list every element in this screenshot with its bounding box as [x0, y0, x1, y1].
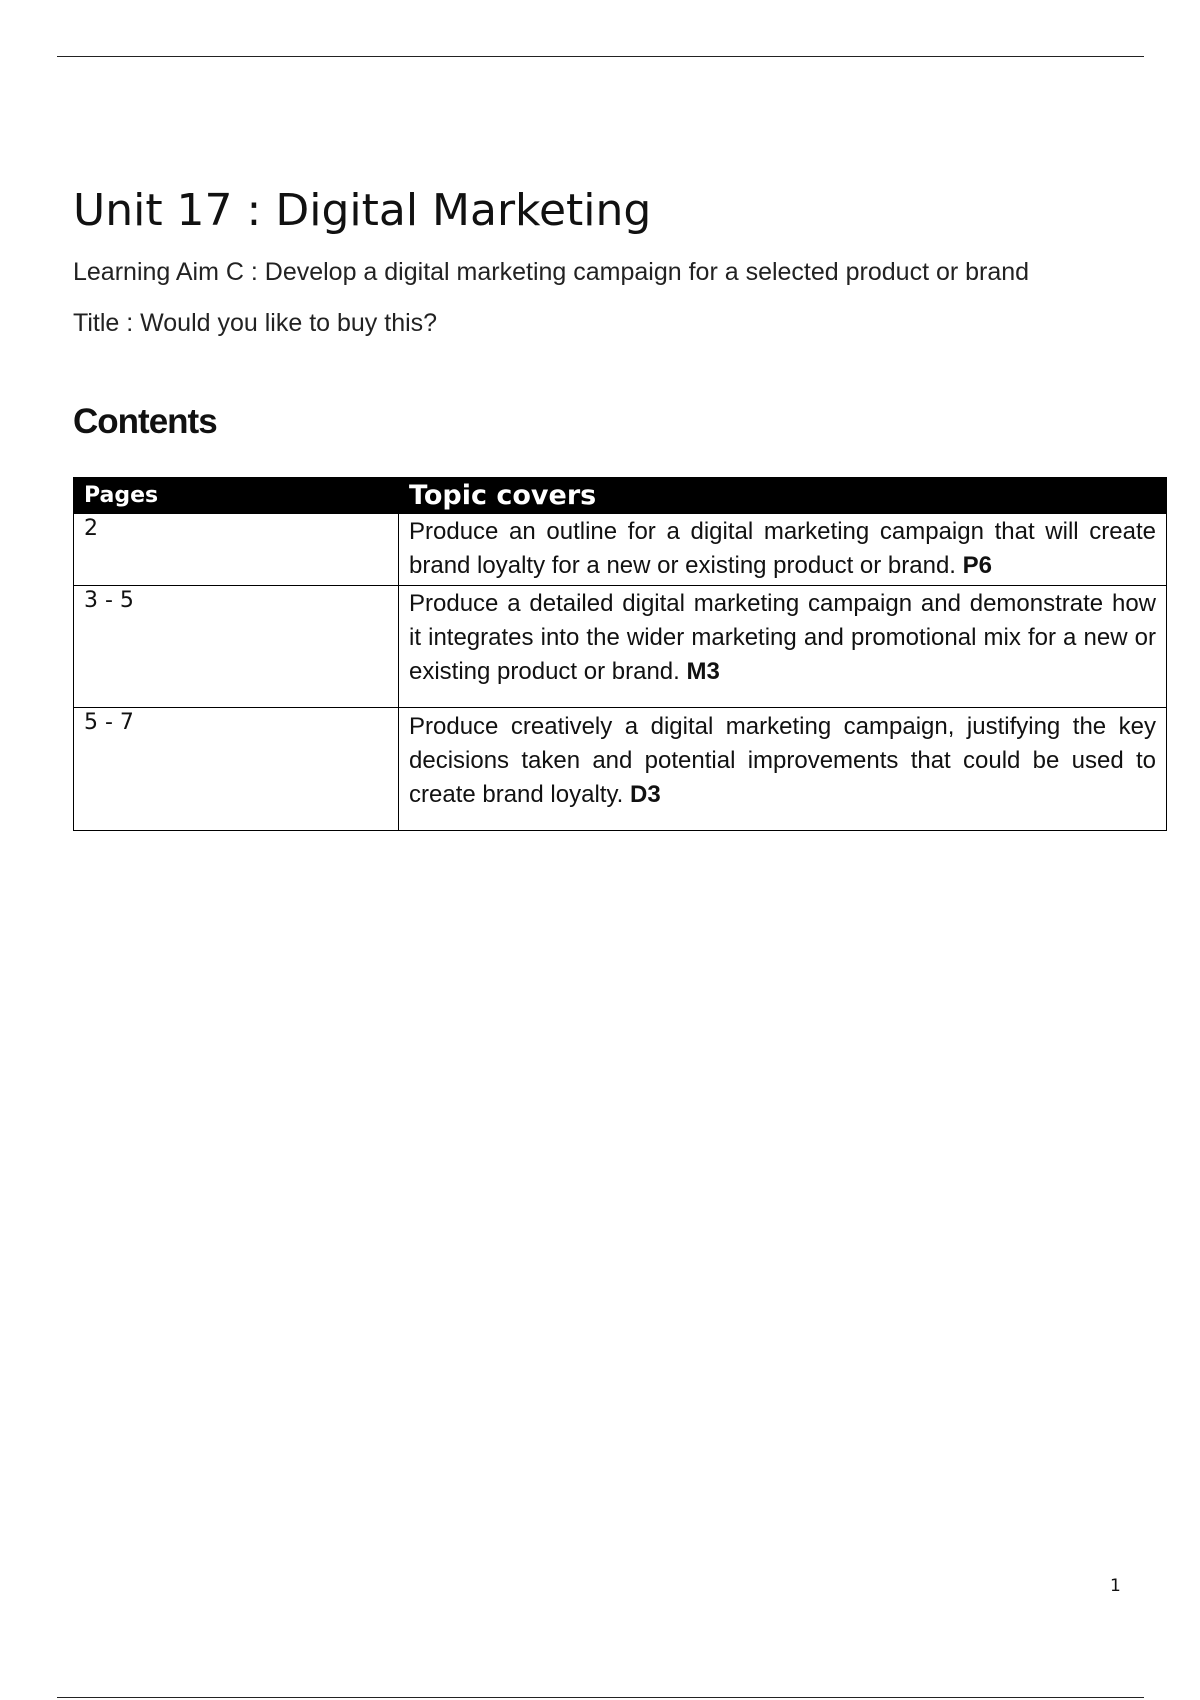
topic-text: Produce an outline for a digital marketing campaign that will create brand loyalty for a new or existing product or brand.	[409, 518, 1156, 579]
column-header-topic: Topic covers	[399, 478, 1167, 514]
pages-cell: 2	[74, 514, 399, 586]
topic-text: Produce creatively a digital marketing campaign, justifying the key decisions taken and potential improvements that could be used to create brand loyalty.	[409, 713, 1156, 808]
table-row	[74, 708, 1167, 831]
grade-code: M3	[686, 658, 720, 685]
footer-rule	[57, 1697, 1144, 1698]
table-row	[74, 586, 1167, 708]
topic-cell	[399, 514, 1167, 586]
pages-cell: 3 - 5	[74, 586, 399, 708]
topic-cell	[399, 708, 1167, 831]
table-header-row	[74, 478, 1167, 514]
learning-aim: Learning Aim C : Develop a digital marketing campaign for a selected product or brand	[73, 258, 1030, 286]
column-header-pages: Pages	[74, 478, 399, 514]
grade-code: P6	[962, 552, 992, 579]
table-row	[74, 514, 1167, 586]
header-rule	[57, 56, 1144, 57]
contents-heading: Contents	[73, 402, 217, 441]
contents-table	[73, 477, 1167, 831]
assignment-title: Title : Would you like to buy this?	[73, 309, 438, 337]
page-number: 1	[1110, 1576, 1121, 1596]
topic-cell	[399, 586, 1167, 708]
grade-code: D3	[630, 781, 661, 808]
pages-cell: 5 - 7	[74, 708, 399, 831]
document-title: Unit 17 : Digital Marketing	[73, 185, 652, 236]
topic-text: Produce a detailed digital marketing campaign and demonstrate how it integrates into the wider marketing and promotional mix for a new or existing product or brand.	[409, 590, 1156, 685]
